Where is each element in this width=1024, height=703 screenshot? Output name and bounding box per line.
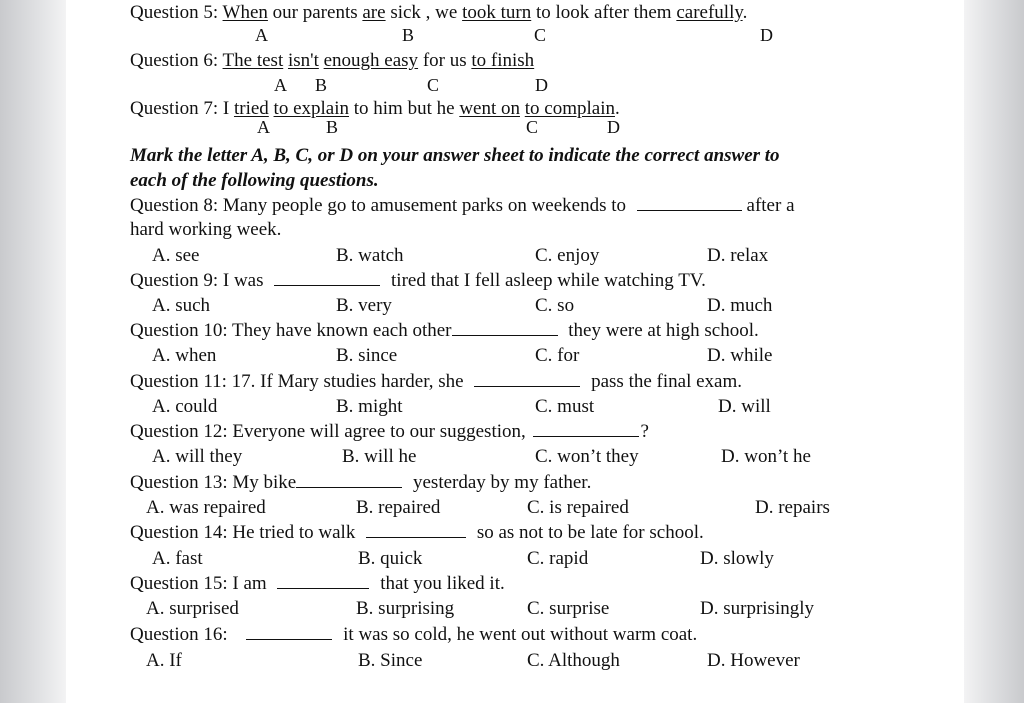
- q6-letter-c: C: [427, 75, 440, 95]
- q6-part-a: The test: [222, 50, 284, 71]
- q13-option-d: D. repairs: [755, 497, 830, 518]
- q14-option-d: D. slowly: [700, 548, 774, 569]
- q8-option-a: A. see: [152, 245, 200, 266]
- q15-option-c: C. surprise: [527, 598, 610, 619]
- q12-option-b: B. will he: [342, 446, 417, 467]
- q6-part-d: to finish: [471, 50, 535, 71]
- q12-blank: [533, 422, 639, 437]
- q7-letter-b: B: [326, 117, 339, 137]
- q7-part-c: went on: [459, 98, 520, 119]
- q7-letter-c: C: [526, 117, 539, 137]
- q10-option-d: D. while: [707, 345, 773, 366]
- q15-option-d: D. surprisingly: [700, 598, 814, 619]
- question-7: Question 7: I tried to explain to him but he went on to complain.: [130, 98, 620, 119]
- q15-blank: [277, 574, 369, 589]
- q13-option-b: B. repaired: [356, 497, 441, 518]
- q8-blank: [637, 196, 742, 211]
- q14-blank: [366, 523, 466, 538]
- q6-letter-b: B: [315, 75, 328, 95]
- question-11: Question 11: 17. If Mary studies harder, she pass the final exam.: [130, 371, 743, 392]
- q9-blank: [274, 271, 380, 286]
- q11-option-c: C. must: [535, 396, 595, 417]
- q13-blank: [296, 473, 402, 488]
- q7-letter-a: A: [257, 117, 270, 137]
- q5-part-d: carefully: [676, 2, 743, 23]
- question-15: Question 15: I am that you liked it.: [130, 573, 505, 594]
- q14-option-b: B. quick: [358, 548, 423, 569]
- q6-letter-d: D: [535, 75, 548, 95]
- q5-letter-d: D: [760, 25, 773, 45]
- q9-option-a: A. such: [152, 295, 211, 316]
- question-14: Question 14: He tried to walk so as not to be late for school.: [130, 522, 704, 543]
- q7-letter-d: D: [607, 117, 620, 137]
- q11-option-b: B. might: [336, 396, 403, 417]
- q11-option-d: D. will: [718, 396, 771, 417]
- q6-part-b: isn't: [287, 50, 319, 71]
- q9-option-b: B. very: [336, 295, 392, 316]
- question-8-line-2: hard working week.: [130, 219, 282, 240]
- question-16: Question 16: it was so cold, he went out without warm coat.: [130, 624, 698, 645]
- q6-letter-a: A: [274, 75, 287, 95]
- q10-option-a: A. when: [152, 345, 217, 366]
- question-9: Question 9: I was tired that I fell asleep while watching TV.: [130, 270, 706, 291]
- question-8-line-1: Question 8: Many people go to amusement parks on weekends to after a: [130, 195, 795, 216]
- question-13: Question 13: My bike yesterday by my father.: [130, 472, 592, 493]
- q6-part-c: enough easy: [323, 50, 419, 71]
- question-5: Question 5: When our parents are sick , we took turn to look after them carefully.: [130, 2, 748, 23]
- left-screen-edge: [0, 0, 66, 703]
- q16-option-d: D. However: [707, 650, 800, 671]
- q12-option-d: D. won’t he: [721, 446, 811, 467]
- q16-option-b: B. Since: [358, 650, 423, 671]
- q10-option-b: B. since: [336, 345, 398, 366]
- q15-option-a: A. surprised: [146, 598, 239, 619]
- question-12: Question 12: Everyone will agree to our suggestion, ?: [130, 421, 649, 442]
- q5-letter-a: A: [255, 25, 268, 45]
- q8-option-b: B. watch: [336, 245, 404, 266]
- q9-option-d: D. much: [707, 295, 773, 316]
- q16-option-a: A. If: [146, 650, 182, 671]
- q16-option-c: C. Although: [527, 650, 620, 671]
- q10-blank: [452, 321, 558, 336]
- worksheet-page: [66, 0, 964, 703]
- q5-part-b: are: [362, 2, 386, 23]
- q14-option-a: A. fast: [152, 548, 203, 569]
- q9-option-c: C. so: [535, 295, 575, 316]
- q7-part-b: to explain: [273, 98, 349, 119]
- q12-option-c: C. won’t they: [535, 446, 639, 467]
- q13-option-c: C. is repaired: [527, 497, 629, 518]
- q14-option-c: C. rapid: [527, 548, 589, 569]
- q16-blank: [246, 625, 332, 640]
- q8-option-c: C. enjoy: [535, 245, 600, 266]
- q5-part-a: When: [222, 2, 268, 23]
- q5-part-c: took turn: [462, 2, 532, 23]
- q8-option-d: D. relax: [707, 245, 769, 266]
- q7-part-d: to complain: [524, 98, 615, 119]
- right-screen-edge: [964, 0, 1024, 703]
- q13-option-a: A. was repaired: [146, 497, 266, 518]
- q12-option-a: A. will they: [152, 446, 243, 467]
- q5-letter-c: C: [534, 25, 547, 45]
- question-10: Question 10: They have known each other they were at high school.: [130, 320, 759, 341]
- instruction-line-2: each of the following questions.: [130, 170, 379, 191]
- q15-option-b: B. surprising: [356, 598, 455, 619]
- q11-blank: [474, 372, 580, 387]
- question-6: Question 6: The test isn't enough easy for us to finish: [130, 50, 535, 71]
- instruction-line-1: Mark the letter A, B, C, or D on your answer sheet to indicate the correct answer to: [130, 145, 780, 166]
- q11-option-a: A. could: [152, 396, 218, 417]
- q5-letter-b: B: [402, 25, 415, 45]
- q10-option-c: C. for: [535, 345, 580, 366]
- q7-part-a: tried: [233, 98, 269, 119]
